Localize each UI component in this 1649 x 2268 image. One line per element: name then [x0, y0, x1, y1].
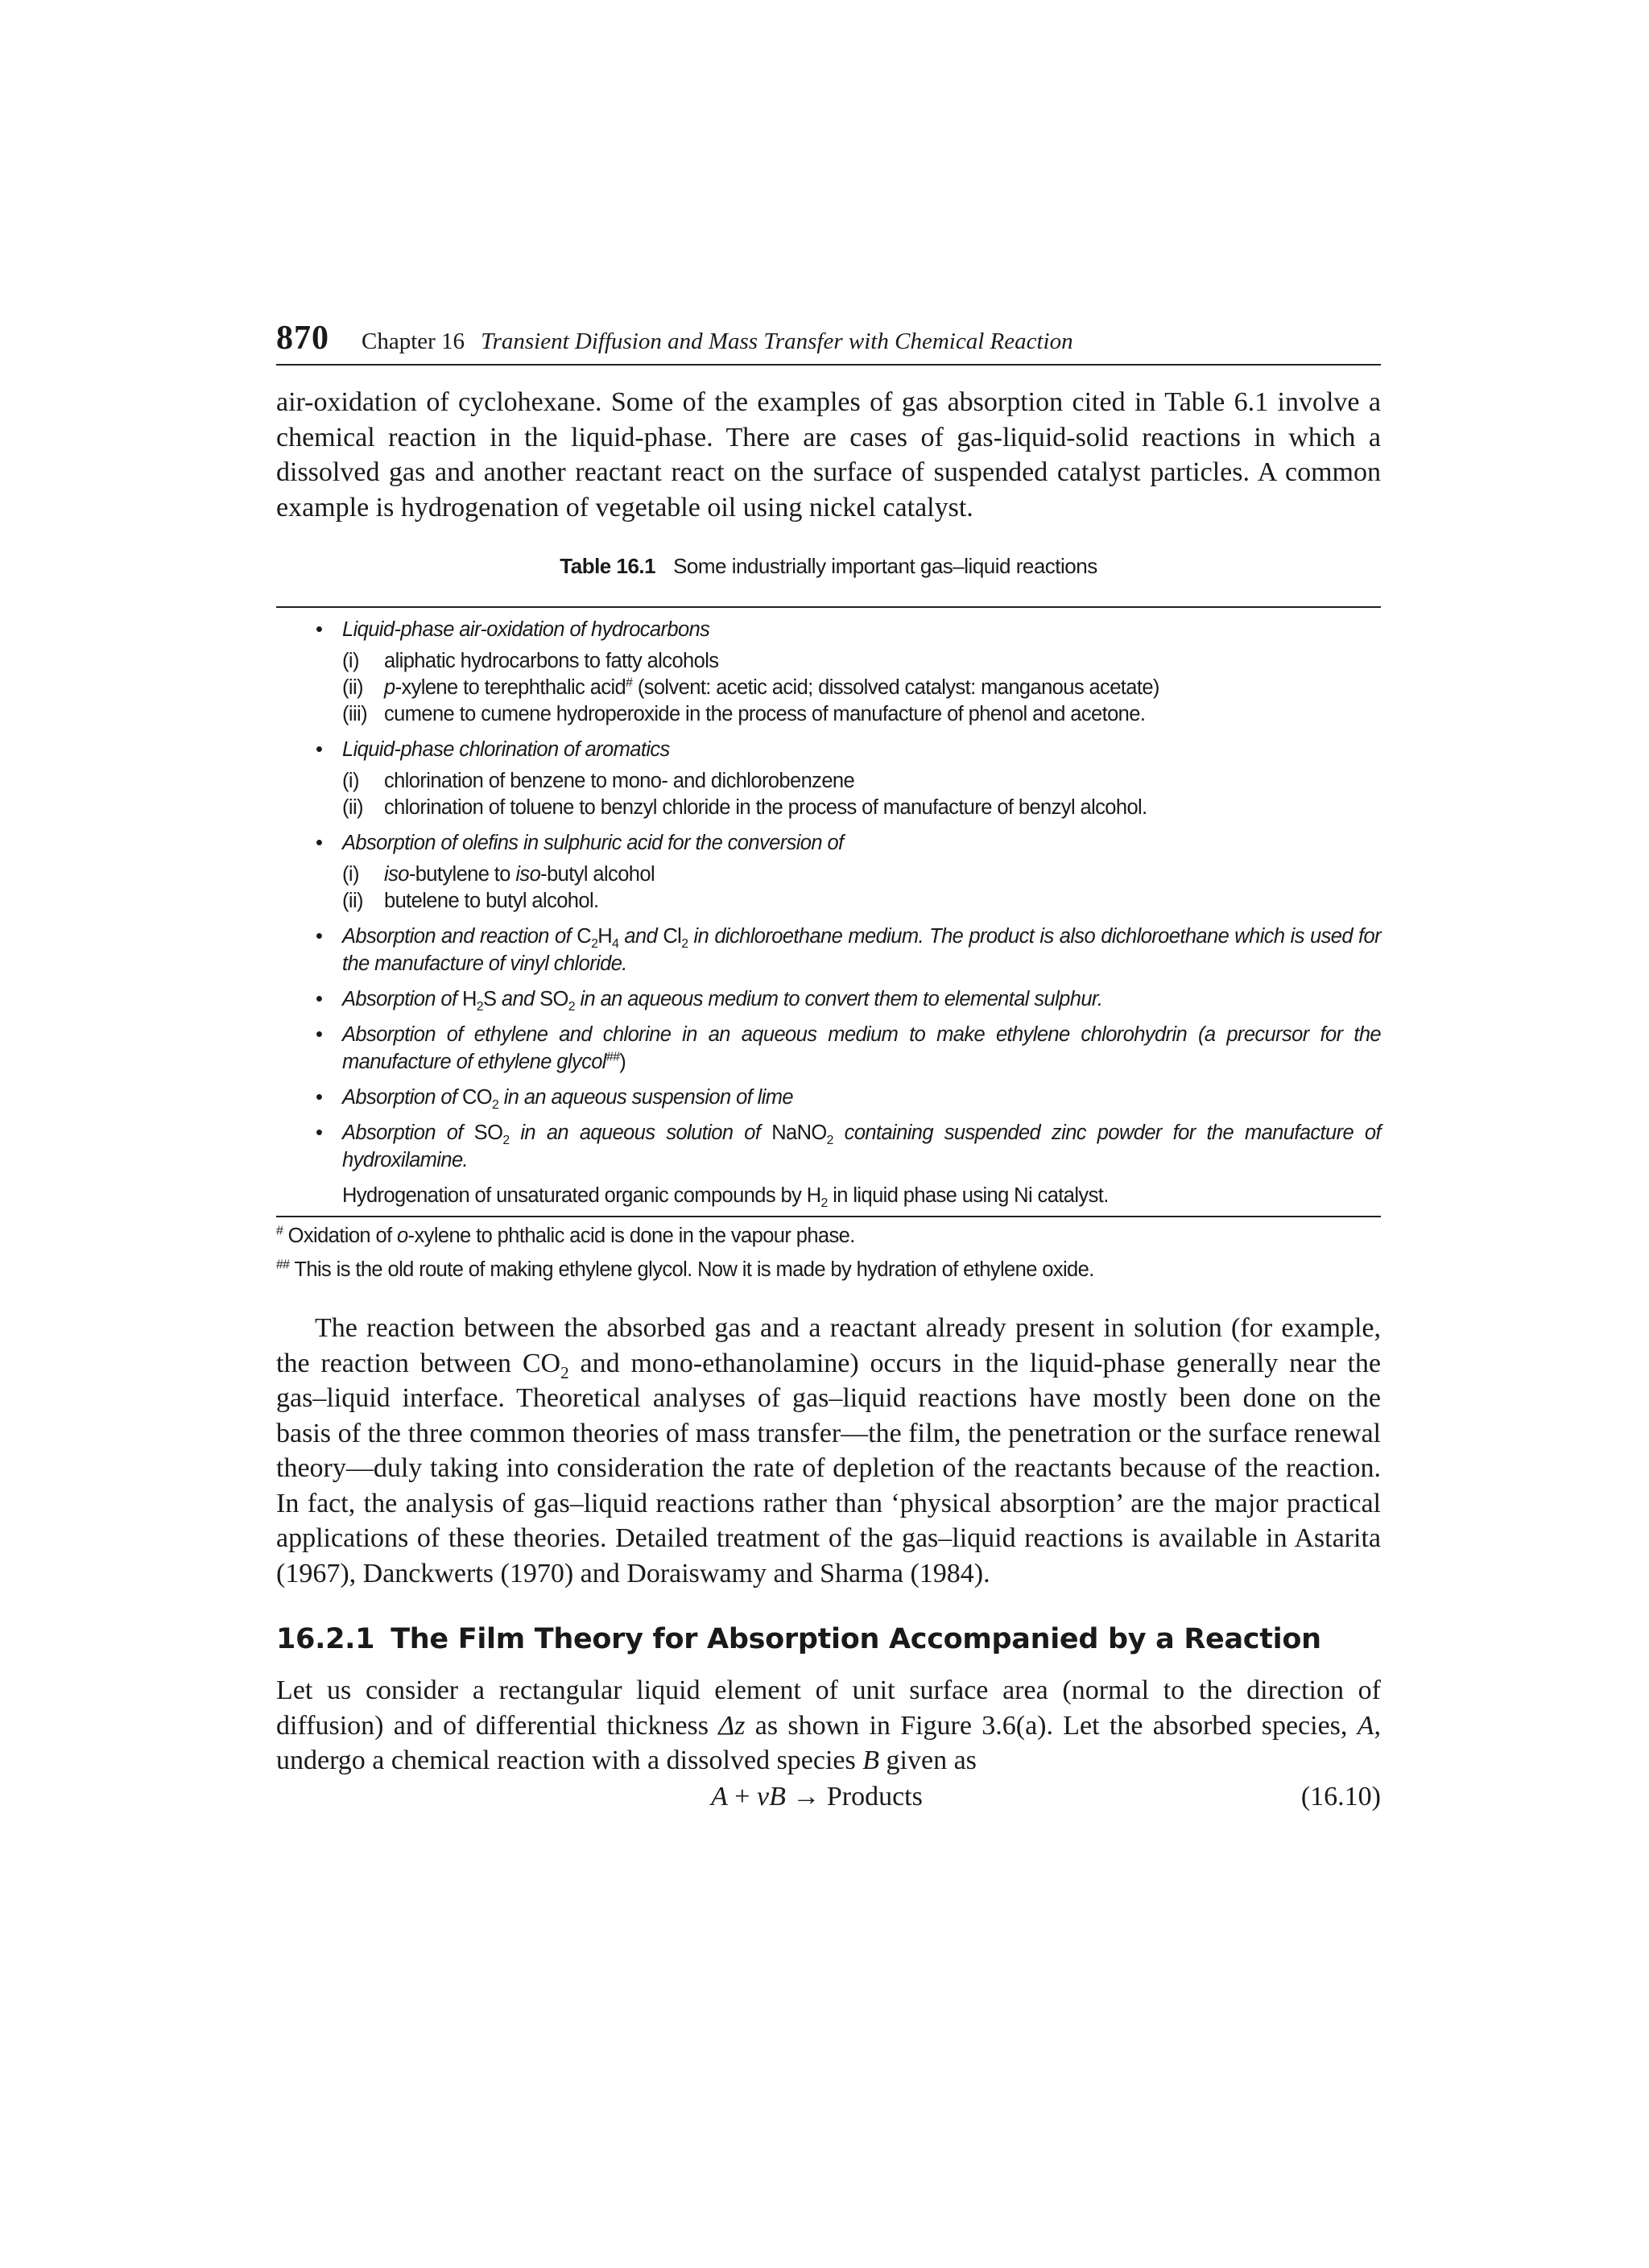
bullet-dot: • — [316, 618, 323, 641]
table-bullet-oxidation — [276, 616, 1381, 643]
section-title: The Film Theory for Absorption Accompanied by a Reaction — [391, 1623, 1321, 1655]
table-bullet-chlorohydrin: • Absorption of ethylene and chlorine in an aqueous medium to make ethylene chlorohydrin (a precursor for the manufacture of ethylene glycol##) — [276, 1021, 1381, 1076]
page-number: 870 — [276, 320, 329, 357]
list-item: (i) chlorination of benzene to mono- and dichlorobenzene — [342, 770, 855, 792]
list-item: (ii) p-xylene to terephthalic acid# (solvent: acetic acid; dissolved catalyst: manganous acetate) — [342, 675, 1159, 699]
table-bullet-so2: • Absorption of $SO_2$ in an aqueous solution of NaNO$_2$ containing suspended zinc powder for the manufacture of hydroxilamine. — [276, 1119, 1381, 1174]
equation-body: A + νB → Products — [711, 1781, 923, 1812]
table-bullet-olefins — [276, 829, 1381, 857]
footnote-mark: # — [626, 675, 633, 690]
table-bottom-rule — [276, 1216, 1381, 1217]
list-item: (iii) cumene to cumene hydroperoxide in the process of manufacture of phenol and acetone. — [342, 703, 1146, 725]
footnote-mark: ## — [605, 1050, 620, 1064]
bullet-title: Liquid-phase chlorination of aromatics — [342, 738, 670, 761]
table-footnotes — [276, 1222, 1381, 1283]
equation-number: (16.10) — [1300, 1781, 1381, 1812]
chapter-label: Chapter 16 — [362, 328, 465, 354]
body-paragraph-film-theory: Let us consider a rectangular liquid element of unit surface area (normal to the direction of diffusion) and of differential thickness Δz as shown in Figure 3.6(a). Let the absorbed species, A, undergo a chemical reaction with a dissolved species B given as — [276, 1675, 1381, 1775]
table-body — [276, 608, 1381, 1216]
list-item: (ii) butelene to butyl alcohol. — [342, 890, 599, 912]
table-bullet-c2h4: • Absorption and reaction of $C_2H_4$ and $Cl_2$ in dichloroethane medium. The product is also dichloroethane which is used for the manufacture of vinyl chloride. — [276, 923, 1381, 977]
table-caption-text: Some industrially important gas–liquid reactions — [673, 554, 1097, 578]
bullet-dot: • — [316, 1122, 323, 1144]
bullet-dot: • — [316, 832, 323, 854]
equation-16-10 — [276, 1782, 1381, 1817]
footnote: ## This is the old route of making ethylene glycol. Now it is made by hydration of ethylene oxide. — [276, 1258, 1094, 1281]
table-last-line: Hydrogenation of unsaturated organic compounds by $H_2$ in liquid phase using Ni catalyst. — [342, 1184, 1109, 1211]
bullet-dot: • — [316, 1086, 323, 1109]
table-caption-number: Table 16.1 — [560, 554, 656, 578]
section-heading — [276, 1623, 1381, 1655]
footnote: # Oxidation of o-xylene to phthalic acid is done in the vapour phase. — [276, 1224, 855, 1247]
chapter-title: Transient Diffusion and Mass Transfer with Chemical Reaction — [481, 328, 1073, 354]
sub-list-olefins — [276, 861, 1381, 915]
sub-list-chlorination — [276, 768, 1381, 821]
table-bullet-chlorination — [276, 736, 1381, 763]
intro-paragraph: air-oxidation of cyclohexane. Some of the examples of gas absorption cited in Table 6.1 involve a chemical reaction in the liquid-phase. There are cases of gas-liquid-solid reactions in which a dissolved gas and another reactant react on the surface of suspended catalyst particles. A common example is hydrogenation of vegetable oil using nickel catalyst. — [276, 387, 1381, 523]
book-page — [276, 319, 1381, 1817]
table-bullet-co2: • Absorption of $CO_2$ in an aqueous suspension of lime — [276, 1084, 1381, 1111]
running-header — [276, 319, 1381, 366]
list-item: (i) aliphatic hydrocarbons to fatty alcohols — [342, 650, 719, 672]
list-item: (i) iso-butylene to iso-butyl alcohol — [342, 863, 655, 886]
bullet-title: Absorption of olefins in sulphuric acid for the conversion of — [342, 832, 844, 854]
list-item: (ii) chlorination of toluene to benzyl chloride in the process of manufacture of benzyl alcohol. — [342, 796, 1147, 819]
body-paragraph-reaction: The reaction between the absorbed gas and a reactant already present in solution (for example, the reaction between $CO_2$ and mono-ethanolamine) occurs in the liquid-phase generally near the gas–liquid interface. Theoretical analyses of gas–liquid reactions have mostly been done on the basis of the three common theories of mass transfer—the film, the penetration or the surface renewal theory—duly taking into consideration the rate of depletion of the reactants because of the reaction. In fact, the analysis of gas–liquid reactions rather than ‘physical absorption’ are the major practical applications of these theories. Detailed treatment of the gas–liquid reactions is available in Astarita (1967), Danckwerts (1970) and Doraiswamy and Sharma (1984). — [276, 1313, 1382, 1588]
bullet-dot: • — [316, 925, 323, 948]
table-bullet-h2s: • Absorption of $H_2S$ and $SO_2$ in an aqueous medium to convert them to elemental sulphur. — [276, 985, 1381, 1013]
table-16-1 — [276, 554, 1381, 1283]
sub-list-oxidation — [276, 648, 1381, 728]
bullet-title: Liquid-phase air-oxidation of hydrocarbons — [342, 618, 710, 641]
bullet-dot: • — [316, 738, 323, 761]
bullet-dot: • — [316, 988, 323, 1010]
table-caption — [276, 554, 1381, 579]
bullet-dot: • — [316, 1023, 323, 1046]
section-number: 16.2.1 — [276, 1623, 375, 1655]
